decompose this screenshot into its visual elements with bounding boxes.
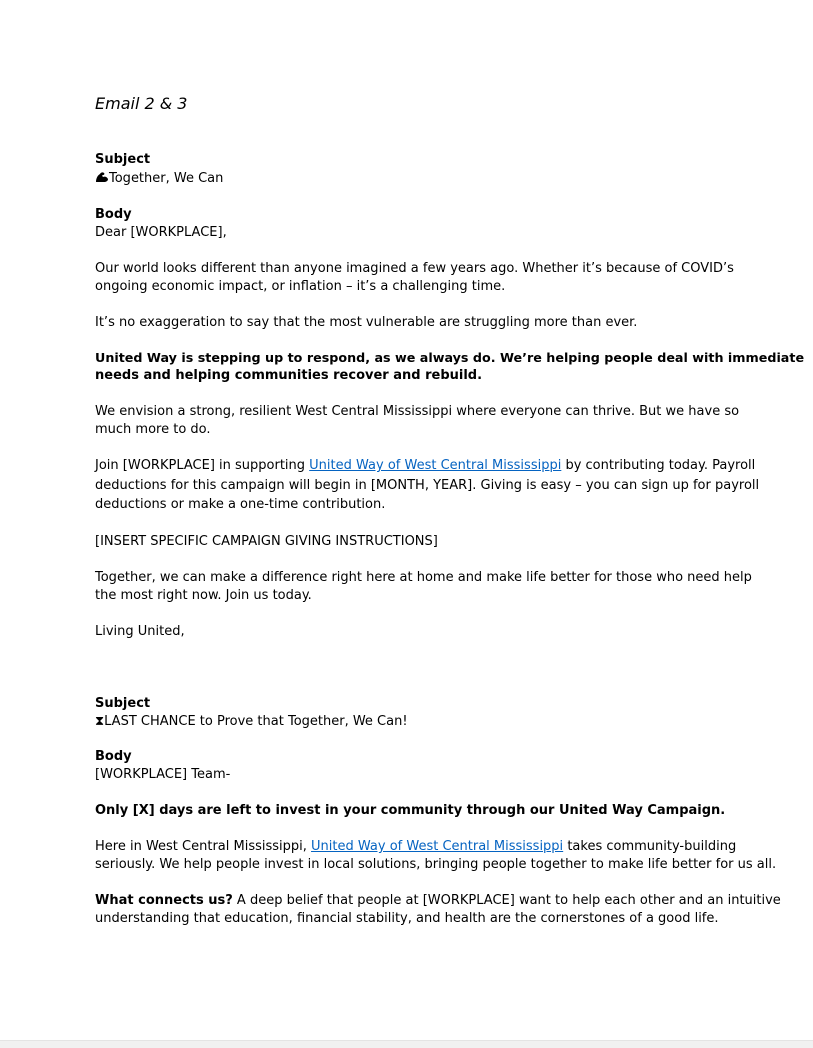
email3-p3-bold-lead: What connects us? [95,893,233,908]
united-way-link-2[interactable]: United Way of West Central Mississippi [311,839,564,854]
email3-p2-text-after: takes community-building [563,839,737,854]
email3-subject-label: Subject [95,696,151,711]
email3-p3-rest: A deep belief that people at [WORKPLACE] want to help each other and an intuitive [232,893,781,908]
email3-subject [95,713,408,731]
email3-paragraph-2-line-2: seriously. We help people invest in local solutions, bringing people together to make life better for us all. [95,857,777,872]
email3-paragraph-2-line-1 [95,838,736,856]
email3-p2-text-before: Here in West Central Mississippi, [95,839,312,854]
united-way-link[interactable]: United Way of West Central Mississippi [309,458,562,473]
email2-paragraph-1-line-1: Our world looks different than anyone imagined a few years ago. Whether it’s because of COVID’s [95,261,734,276]
email2-p5-text-after: by contributing today. Payroll [561,458,756,473]
email2-body-label: Body [95,207,132,222]
email2-greeting: Dear [WORKPLACE], [95,225,227,240]
email3-subject-text: LAST CHANCE to Prove that Together, We Can! [104,714,408,729]
flexed-biceps-icon [95,171,109,183]
email2-paragraph-5-line-3: deductions or make a one-time contribution. [95,497,386,512]
email2-paragraph-6: [INSERT SPECIFIC CAMPAIGN GIVING INSTRUCTIONS] [95,534,438,549]
email2-paragraph-7-line-2: the most right now. Join us today. [95,588,312,603]
email2-paragraph-2: It’s no exaggeration to say that the most vulnerable are struggling more than ever. [95,315,638,330]
email2-paragraph-5-line-1 [95,457,755,475]
email3-paragraph-3-line-2: understanding that education, financial stability, and health are the cornerstones of a good life. [95,911,719,926]
email3-greeting: [WORKPLACE] Team- [95,767,231,782]
email2-paragraph-5-line-2: deductions for this campaign will begin in [MONTH, YEAR]. Giving is easy – you can sign up for payroll [95,478,760,493]
page-gutter [0,1040,813,1048]
email2-paragraph-7-line-1: Together, we can make a difference right here at home and make life better for those who need help [95,570,752,585]
email3-paragraph-1: Only [X] days are left to invest in your community through our United Way Campaign. [95,803,726,818]
email3-paragraph-3-line-1 [95,892,781,910]
email2-paragraph-3-line-1: United Way is stepping up to respond, as we always do. We’re helping people deal with immediate [95,350,805,365]
email2-signoff: Living United, [95,624,185,639]
document-title: Email 2 & 3 [95,94,188,113]
email2-subject-text: Together, We Can [109,171,224,186]
email3-body-label: Body [95,749,132,764]
email2-subject [95,170,223,188]
email2-paragraph-1-line-2: ongoing economic impact, or inflation – it’s a challenging time. [95,279,506,294]
hourglass-icon: ⧗ [95,714,105,729]
email2-paragraph-3-line-2: needs and helping communities recover and rebuild. [95,368,483,383]
email2-subject-label: Subject [95,152,151,167]
email2-p5-text-before: Join [WORKPLACE] in supporting [95,458,310,473]
email2-paragraph-4-line-1: We envision a strong, resilient West Central Mississippi where everyone can thrive. But we have so [95,404,740,419]
email2-paragraph-4-line-2: much more to do. [95,422,211,437]
